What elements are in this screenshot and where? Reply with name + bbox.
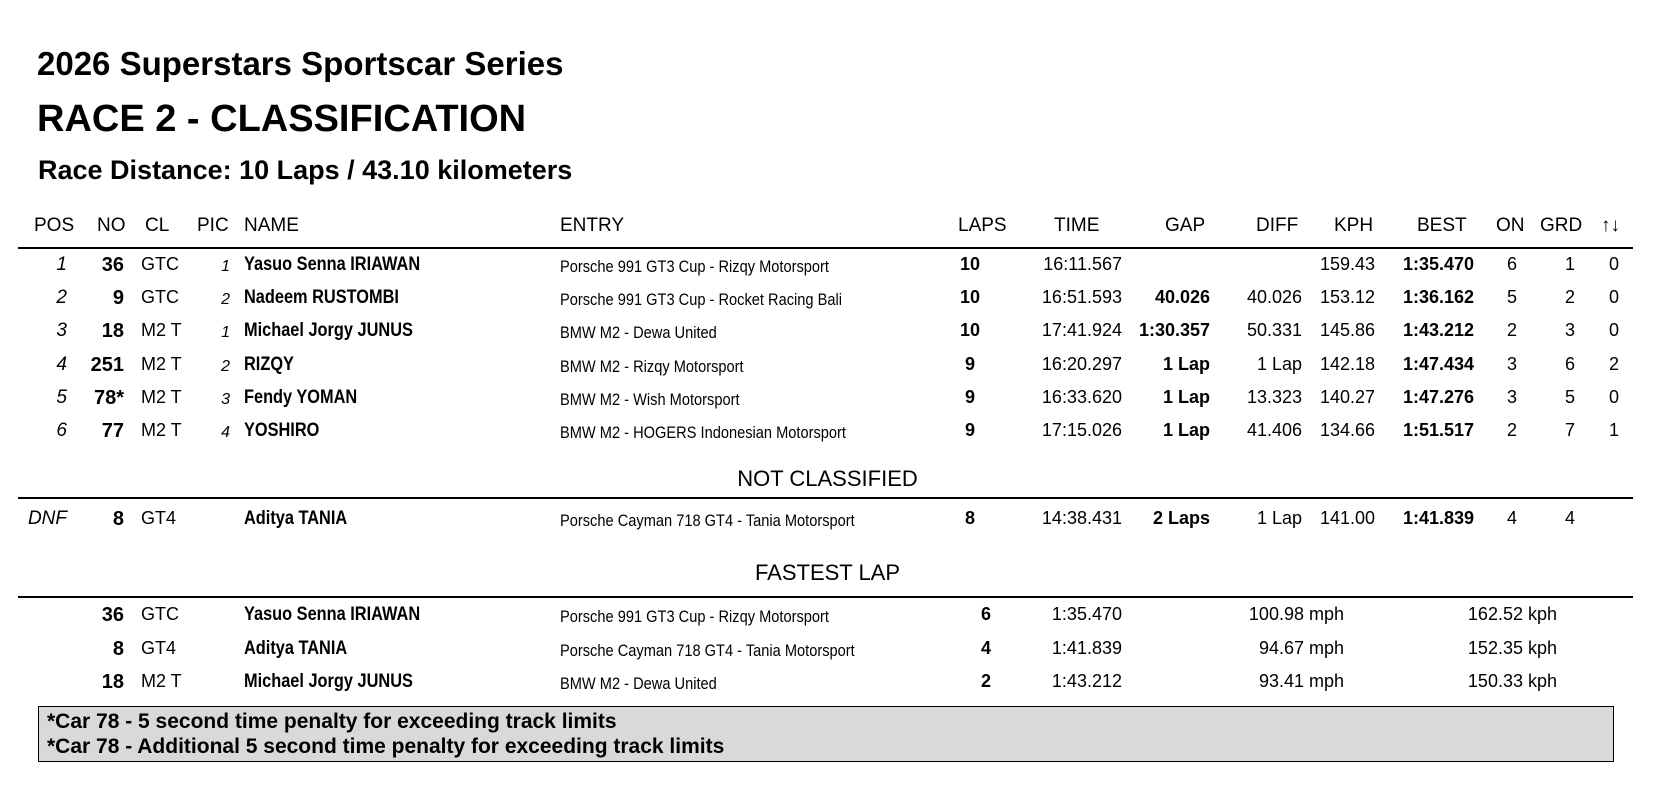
col-gap: GAP (1165, 215, 1206, 236)
cell-lap: 2 (980, 671, 991, 691)
fastest-lap-divider (18, 596, 1633, 598)
cell-lap: 6 (980, 604, 991, 624)
cell-kph: 153.12 (1319, 287, 1375, 308)
cell-best: 1:41.839 (1402, 508, 1474, 528)
cell-gap: 1 Lap (1162, 386, 1210, 407)
cell-no: 8 (112, 637, 124, 660)
col-diff: DIFF (1256, 215, 1299, 236)
cell-kph: 142.18 (1319, 353, 1375, 374)
cell-pos: 2 (56, 287, 67, 309)
cell-best: 1:47.434 (1402, 353, 1474, 374)
cell-grd: 2 (1564, 287, 1575, 308)
cell-position-change: 0 (1608, 386, 1619, 407)
cell-best: 1:43.212 (1402, 320, 1474, 341)
cell-no: 77 (101, 420, 124, 442)
cell-time: 16:51.593 (1041, 287, 1122, 308)
col-kph: KPH (1334, 215, 1374, 236)
cell-pos: 3 (56, 320, 67, 342)
cell-kph: 162.52 kph (1467, 604, 1557, 624)
cell-laps: 9 (964, 386, 975, 407)
cell-name: RIZQY (244, 353, 294, 375)
cell-on: 2 (1506, 320, 1517, 341)
col-no: NO (97, 215, 126, 236)
cell-cl: M2 T (141, 671, 182, 691)
col-position-change: ↑↓ (1601, 215, 1620, 236)
cell-time: 1:35.470 (1051, 604, 1122, 624)
cell-on: 5 (1506, 287, 1517, 308)
cell-kph: 140.27 (1319, 386, 1375, 407)
cell-cl: M2 T (141, 420, 182, 440)
cell-entry: BMW M2 - Rizqy Motorsport (560, 356, 744, 376)
cell-diff: 50.331 (1246, 320, 1302, 341)
cell-best: 1:35.470 (1402, 254, 1474, 274)
col-name: NAME (244, 215, 299, 236)
cell-laps: 9 (964, 420, 975, 440)
cell-gap: 40.026 (1154, 287, 1210, 308)
table-row (0, 604, 1655, 636)
col-pic: PIC (197, 215, 229, 236)
cell-laps: 10 (959, 254, 981, 274)
cell-pos: 4 (56, 353, 67, 375)
not-classified-title: NOT CLASSIFIED (737, 466, 918, 491)
cell-no: 36 (101, 604, 124, 626)
cell-on: 3 (1506, 386, 1517, 407)
col-best: BEST (1417, 215, 1467, 236)
cell-grd: 3 (1564, 320, 1575, 341)
cell-position-change: 0 (1608, 320, 1619, 341)
cell-pic: 2 (221, 357, 230, 375)
col-grd: GRD (1540, 215, 1583, 236)
cell-grd: 7 (1564, 420, 1575, 440)
cell-diff: 1 Lap (1256, 508, 1302, 528)
cell-position-change: 2 (1608, 353, 1619, 374)
cell-name: Michael Jorgy JUNUS (244, 671, 413, 692)
cell-on: 4 (1506, 508, 1517, 528)
cell-name: YOSHIRO (244, 420, 320, 441)
cell-lap: 4 (980, 637, 991, 658)
cell-time: 16:20.297 (1041, 353, 1122, 374)
cell-laps: 10 (959, 320, 981, 341)
table-row (0, 420, 1655, 452)
cell-name: Yasuo Senna IRIAWAN (244, 254, 421, 275)
cell-mph: 100.98 mph (1248, 604, 1344, 624)
cell-entry: Porsche 991 GT3 Cup - Rizqy Motorsport (560, 607, 829, 626)
cell-position-change: 1 (1608, 420, 1619, 440)
cell-grd: 1 (1564, 254, 1575, 274)
penalty-note: *Car 78 - 5 second time penalty for exceeding track limits (47, 710, 617, 733)
cell-diff: 41.406 (1246, 420, 1302, 440)
cell-entry: Porsche Cayman 718 GT4 - Tania Motorsport (560, 511, 855, 530)
col-on: ON (1496, 215, 1525, 236)
table-row (0, 354, 1655, 386)
cell-cl: M2 T (141, 320, 182, 341)
cell-entry: BMW M2 - HOGERS Indonesian Motorsport (560, 423, 846, 442)
cell-no: 18 (101, 320, 124, 343)
cell-name: Yasuo Senna IRIAWAN (244, 604, 421, 625)
cell-position-change: 0 (1608, 287, 1619, 308)
not-classified-divider (18, 497, 1633, 499)
cell-time: 14:38.431 (1041, 508, 1122, 528)
penalty-notes (38, 706, 1614, 762)
col-pos: POS (34, 215, 75, 236)
cell-pic: 1 (221, 324, 230, 342)
cell-laps: 8 (964, 508, 975, 528)
cell-time: 1:41.839 (1051, 637, 1122, 658)
cell-entry: Porsche 991 GT3 Cup - Rocket Racing Bali (560, 290, 842, 310)
cell-mph: 93.41 mph (1258, 671, 1344, 691)
cell-kph: 145.86 (1319, 320, 1375, 341)
fastest-lap-title: FASTEST LAP (754, 560, 901, 585)
cell-name: Aditya TANIA (244, 637, 348, 659)
cell-no: 36 (101, 254, 124, 276)
cell-name: Aditya TANIA (244, 508, 348, 529)
cell-diff: 13.323 (1246, 386, 1302, 407)
cell-name: Fendy YOMAN (244, 386, 358, 408)
cell-grd: 5 (1564, 386, 1575, 407)
cell-entry: BMW M2 - Wish Motorsport (560, 389, 740, 409)
cell-pos: 5 (56, 386, 67, 408)
cell-cl: M2 T (141, 353, 182, 374)
cell-on: 6 (1506, 254, 1517, 274)
table-row (0, 671, 1655, 703)
header-divider (18, 247, 1633, 249)
cell-no: 78* (93, 386, 124, 409)
cell-pos: 1 (56, 254, 67, 275)
cell-pic: 4 (221, 424, 230, 441)
cell-entry: Porsche Cayman 718 GT4 - Tania Motorsport (560, 640, 855, 660)
cell-time: 17:41.924 (1041, 320, 1122, 341)
cell-gap: 1 Lap (1162, 420, 1210, 440)
cell-mph: 94.67 mph (1258, 637, 1344, 658)
cell-pos: DNF (27, 508, 67, 529)
cell-position-change: 0 (1608, 254, 1619, 274)
cell-cl: GTC (141, 287, 179, 308)
col-laps: LAPS (958, 215, 1007, 236)
col-cl: CL (145, 215, 170, 236)
cell-no: 8 (112, 508, 124, 530)
cell-time: 1:43.212 (1051, 671, 1122, 691)
cell-best: 1:36.162 (1402, 287, 1474, 308)
cell-diff: 40.026 (1246, 287, 1302, 308)
series-title: 2026 Superstars Sportscar Series (37, 45, 564, 82)
cell-gap: 1 Lap (1162, 353, 1210, 374)
table-row (0, 387, 1655, 419)
cell-pic: 2 (221, 291, 230, 309)
cell-diff: 1 Lap (1256, 353, 1302, 374)
cell-time: 16:11.567 (1043, 254, 1122, 274)
cell-gap: 1:30.357 (1138, 320, 1210, 341)
cell-kph: 159.43 (1319, 254, 1375, 274)
race-distance: Race Distance: 10 Laps / 43.10 kilometers (38, 155, 573, 185)
cell-no: 9 (112, 287, 124, 310)
table-row (0, 254, 1655, 286)
table-row (0, 287, 1655, 319)
cell-pos: 6 (56, 420, 67, 441)
penalty-note: *Car 78 - Additional 5 second time penalty for exceeding track limits (47, 735, 725, 758)
cell-gap: 2 Laps (1152, 508, 1210, 528)
cell-kph: 150.33 kph (1467, 671, 1557, 691)
cell-pic: 3 (221, 390, 230, 408)
cell-cl: GT4 (141, 508, 177, 528)
cell-pic: 1 (221, 258, 230, 275)
cell-best: 1:51.517 (1402, 420, 1474, 440)
cell-entry: Porsche 991 GT3 Cup - Rizqy Motorsport (560, 257, 829, 276)
cell-laps: 10 (959, 287, 981, 308)
cell-grd: 6 (1564, 353, 1575, 374)
cell-name: Nadeem RUSTOMBI (244, 287, 399, 309)
cell-name: Michael Jorgy JUNUS (244, 320, 413, 342)
cell-time: 17:15.026 (1041, 420, 1122, 440)
cell-time: 16:33.620 (1041, 386, 1122, 407)
table-row (0, 508, 1655, 540)
cell-kph: 134.66 (1319, 420, 1375, 440)
cell-no: 251 (90, 353, 124, 376)
page-title: RACE 2 - CLASSIFICATION (37, 98, 527, 140)
cell-entry: BMW M2 - Dewa United (560, 323, 717, 343)
col-entry: ENTRY (560, 215, 625, 236)
cell-grd: 4 (1564, 508, 1575, 528)
table-row (0, 638, 1655, 670)
cell-cl: GTC (141, 254, 179, 274)
cell-on: 2 (1506, 420, 1517, 440)
cell-cl: GT4 (141, 637, 177, 658)
cell-laps: 9 (964, 353, 975, 374)
cell-cl: M2 T (141, 386, 182, 407)
cell-on: 3 (1506, 353, 1517, 374)
cell-kph: 141.00 (1319, 508, 1375, 528)
cell-kph: 152.35 kph (1467, 637, 1557, 658)
cell-entry: BMW M2 - Dewa United (560, 674, 717, 693)
cell-cl: GTC (141, 604, 179, 624)
cell-no: 18 (101, 671, 124, 693)
table-row (0, 320, 1655, 352)
col-time: TIME (1054, 215, 1100, 236)
cell-best: 1:47.276 (1402, 386, 1474, 407)
